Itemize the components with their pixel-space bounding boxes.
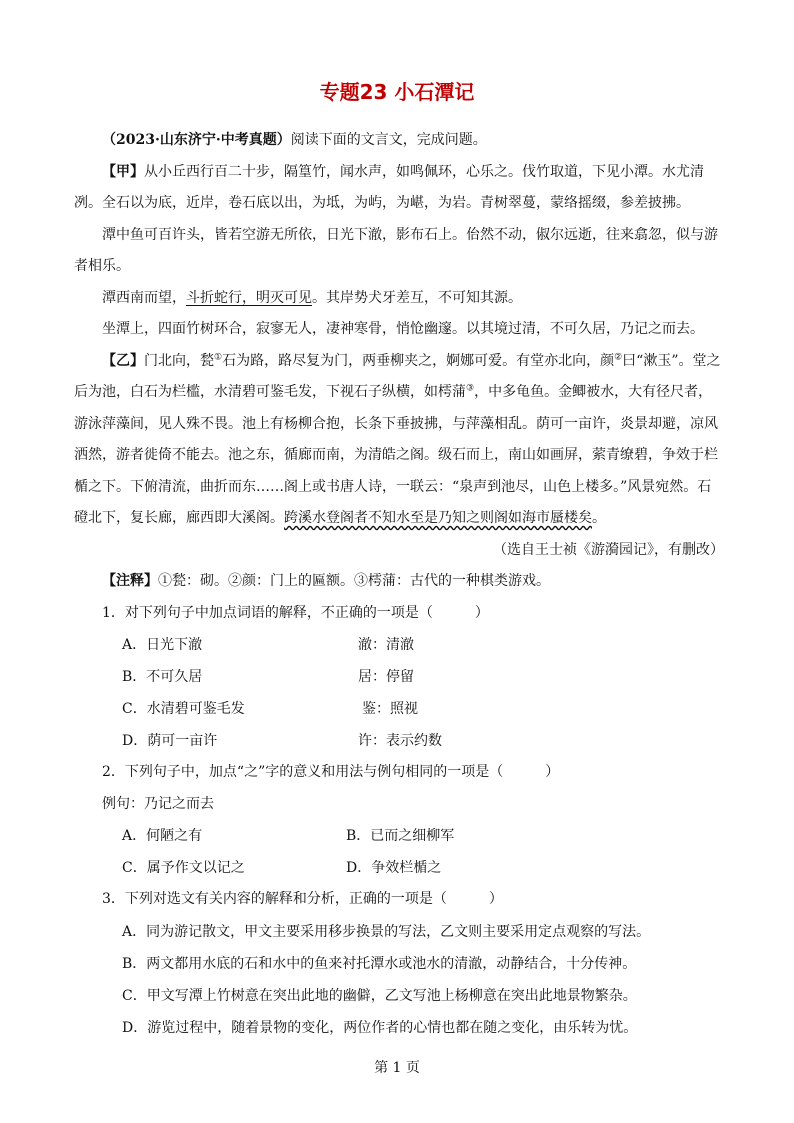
passage-jia-p1 [74,157,724,220]
page-title: 专题23 小石潭记 [319,80,475,104]
intro-line [74,125,724,157]
option-d[interactable]: D．争效栏楯之 [346,860,442,876]
passage-yi-text-2: 石为路，路尽复为门，两垂柳夹之，婀娜可爱。有堂亦北向，颜 [222,352,615,369]
option-row [122,661,724,693]
notes-label: 【注释】 [102,573,158,589]
option-row [122,820,724,852]
option-b[interactable]: B．不可久居 [122,669,203,685]
option-row [122,725,724,757]
option-row [122,852,724,884]
option-d[interactable]: D．游览过程中，随着景物的变化，两位作者的心情也都在随之变化，由乐转为忧。 [122,1019,638,1036]
passage-jia-p2: 潭中鱼可百许头，皆若空游无所依，日光下澈，影布石上。佁然不动，俶尔远逝，往来翕忽，似与游者相乐。 [74,226,718,274]
question-2-stem: 2．下列句子中，加点“之”字的意义和用法与例句相同的一项是（ ） [102,764,560,780]
passage-yi-text-4: ，中多龟鱼。金鲫被水，大有径尺者，游泳萍藻间，见人殊不畏。池上有杨柳合抱，长条下垂披拂，与萍藻相乱。荫可一亩许，炎景却避，凉风洒然，游者徙倚不能去。池之东，循廊而南，为清皓之阁。级石而上，南山如画屏，萦青缭碧，争效于栏楯之下。下俯清流，曲折而东……阁上或书唐人诗，一联云：“泉声到池尽，山色上楼多。”风景宛然。石磴北下，复长廊，廊西即大溪阁。 [74,384,718,526]
source-citation: （选自王士祯《游漪园记》，有删改） [493,541,724,558]
note-ref-1: ① [214,351,223,362]
option-a[interactable]: A．日光下澈 [122,637,203,653]
option-b-explanation: 居：停留 [358,669,414,685]
page-number: 第 1 页 [374,1060,420,1076]
source-tag: （2023·山东济宁·中考真题） [102,132,291,148]
option-c[interactable]: C．水清碧可鉴毛发 [122,701,245,717]
option-d[interactable]: D．荫可一亩许 [122,733,218,749]
passage-yi-label: 【乙】 [102,352,144,369]
passage-jia-p3-pre: 潭西南而望， [102,289,186,306]
option-row [122,693,724,725]
notes [74,566,724,598]
document-body [74,125,724,1044]
note-ref-2: ② [614,351,623,362]
passage-yi [74,346,724,535]
option-c-explanation: 鉴：照视 [362,701,418,717]
option-a-explanation: 澈：清澈 [358,637,414,653]
passage-yi-text-1: 门北向，甃 [144,352,214,369]
question-3-options [74,916,724,1044]
wavy-underlined-sentence: 跨溪水登阁者不知水至是乃知之则阁如海市蜃楼矣 [284,510,592,526]
passage-jia-p4: 坐潭上，四面竹树环合，寂寥无人，凄神寒骨，悄怆幽邃。以其境过清，不可久居，乃记之而去。 [102,321,704,337]
question-1-options [74,629,724,757]
question-1-stem: 1．对下列句子中加点词语的解释，不正确的一项是（ ） [102,604,489,621]
passage-yi-end: 。 [592,510,606,526]
option-c[interactable]: C．属予作文以记之 [122,860,245,876]
option-row [122,629,724,661]
option-d-explanation: 许：表示约数 [358,733,442,749]
question-3-stem: 3．下列对选文有关内容的解释和分析，正确的一项是（ ） [102,891,503,907]
passage-jia-p3-post: 。其岸势犬牙差互，不可知其源。 [312,289,522,306]
option-a[interactable]: A．同为游记散文，甲文主要采用移步换景的写法，乙文则主要采用定点观察的写法。 [122,923,651,940]
passage-jia-label: 【甲】 [102,163,144,180]
note-ref-3: ③ [466,383,475,394]
passage-yi-text-3: 曰“漱玉”。堂之后为池，白石为栏槛，水清碧可鉴毛发，下视石子纵横，如樗蒲 [74,352,721,400]
question-2-options [74,820,724,884]
option-b[interactable]: B．两文都用水底的石和水中的鱼来衬托潭水或池水的清澈，动静结合，十分传神。 [122,955,637,972]
underlined-sentence: 斗折蛇行，明灭可见 [186,289,312,306]
intro-text: 阅读下面的文言文，完成问题。 [290,132,487,148]
passage-jia-p3 [74,283,724,315]
notes-text: ①甃：砌。②颜：门上的匾额。③樗蒲：古代的一种棋类游戏。 [158,573,550,589]
option-a[interactable]: A．何陋之有 [122,828,203,844]
passage-jia-text: 从小丘西行百二十步，隔篁竹，闻水声，如鸣佩环，心乐之。伐竹取道，下见小潭。水尤清冽。全石以为底，近岸，卷石底以出，为坻，为屿，为嵁，为岩。青树翠蔓，蒙络摇缀，参差披拂。 [74,163,704,211]
question-2-example: 例句：乃记之而去 [102,795,214,812]
option-c[interactable]: C．甲文写潭上竹树意在突出此地的幽僻，乙文写池上杨柳意在突出此地景物繁杂。 [122,987,637,1004]
option-b[interactable]: B．已而之细柳军 [346,828,455,844]
